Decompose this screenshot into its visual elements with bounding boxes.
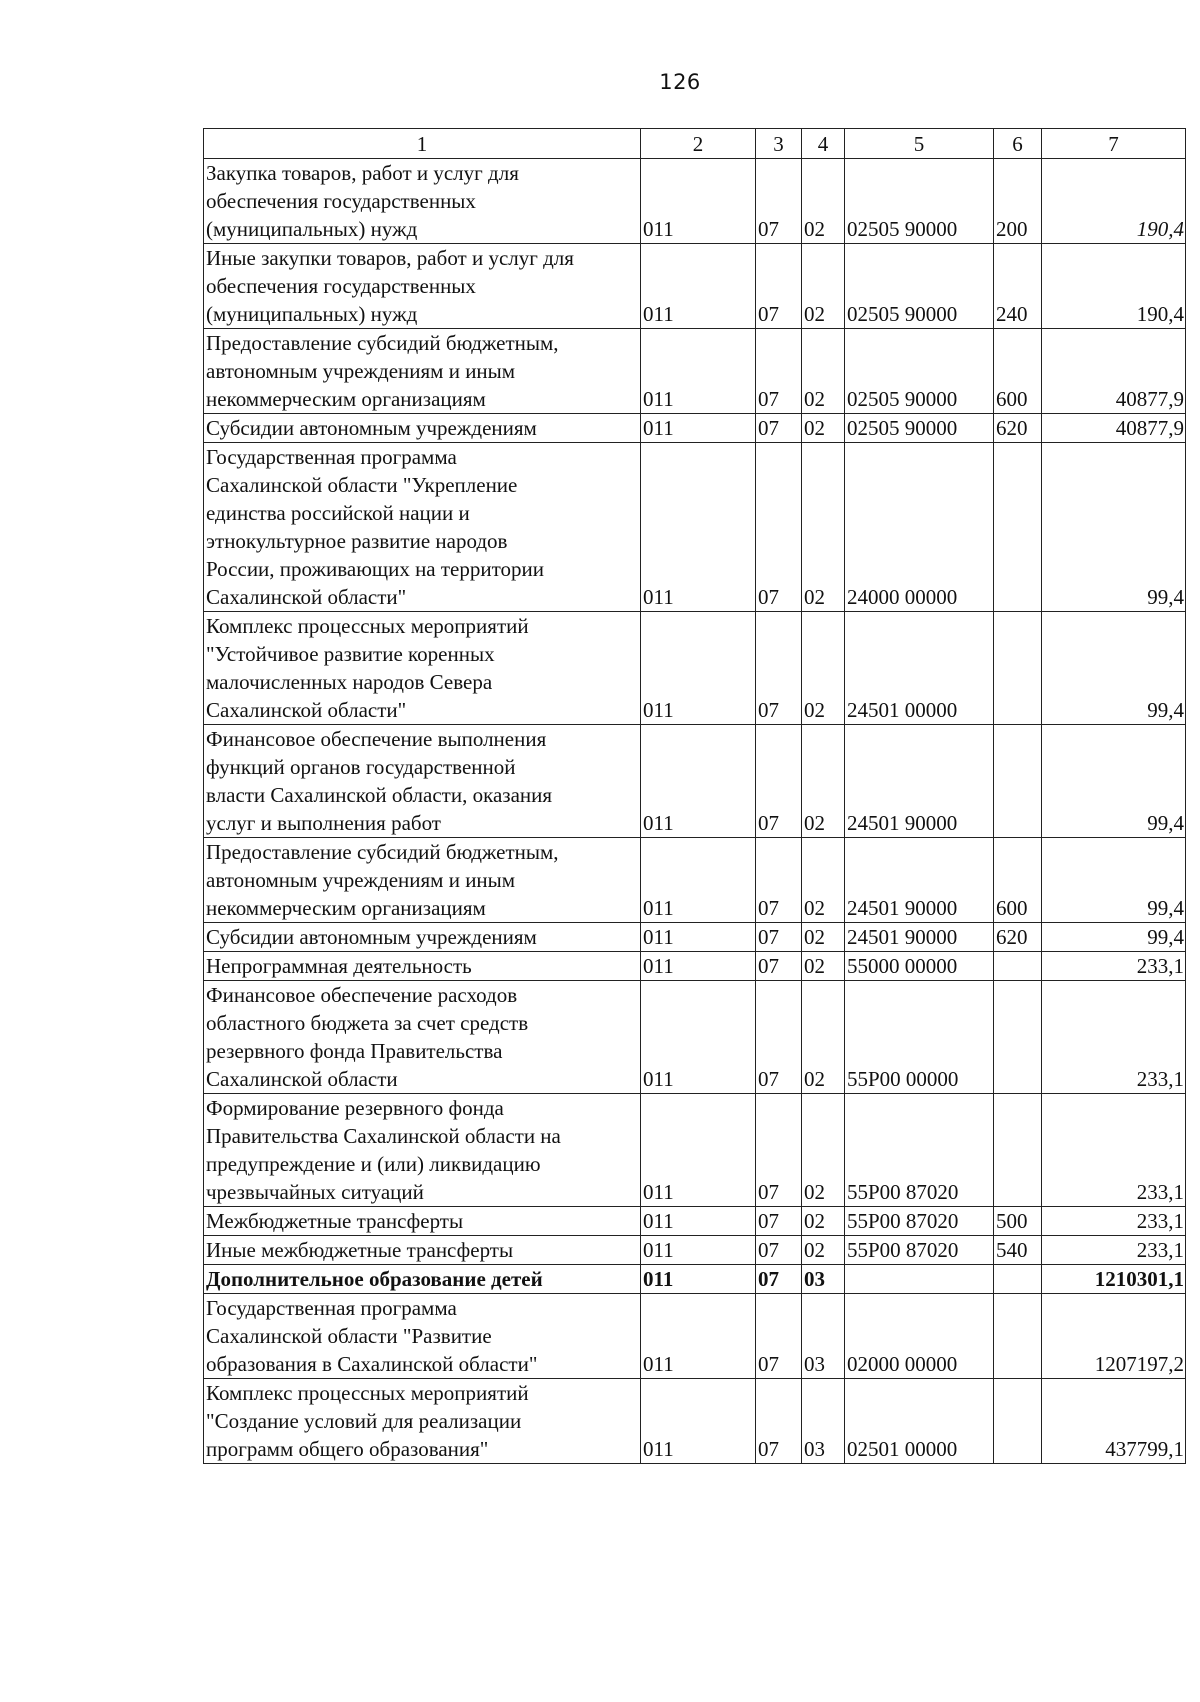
cell-subsection-code: 02 [802,612,845,725]
cell-ministry-code: 011 [641,612,756,725]
cell-section-code: 07 [756,952,802,981]
column-header-5: 5 [845,129,994,159]
cell-ministry-code: 011 [641,1294,756,1379]
cell-expense-type: 620 [994,414,1042,443]
cell-subsection-code: 02 [802,952,845,981]
cell-amount: 99,4 [1042,923,1186,952]
cell-amount: 99,4 [1042,612,1186,725]
cell-name: Иные межбюджетные трансферты [204,1236,641,1265]
cell-subsection-code: 02 [802,1207,845,1236]
cell-name: Субсидии автономным учреждениям [204,923,641,952]
cell-name: Закупка товаров, работ и услуг для обеспечения государственных (муниципальных) нужд [204,159,641,244]
cell-ministry-code: 011 [641,1094,756,1207]
cell-amount: 190,4 [1042,244,1186,329]
cell-target-article: 02505 90000 [845,329,994,414]
column-header-1: 1 [204,129,641,159]
cell-subsection-code: 02 [802,443,845,612]
cell-target-article: 02501 00000 [845,1379,994,1464]
cell-ministry-code: 011 [641,1379,756,1464]
table-row [204,443,1186,612]
cell-name: Государственная программа Сахалинской области "Укрепление единства российской нации и этнокультурное развитие народов России, проживающих на территории Сахалинской области" [204,443,641,612]
table-row [204,981,1186,1094]
cell-target-article [845,1265,994,1294]
cell-name: Дополнительное образование детей [204,1265,641,1294]
cell-amount: 233,1 [1042,1094,1186,1207]
cell-target-article: 24501 90000 [845,923,994,952]
table-row [204,952,1186,981]
table-row [204,725,1186,838]
cell-expense-type: 240 [994,244,1042,329]
cell-ministry-code: 011 [641,923,756,952]
cell-ministry-code: 011 [641,1207,756,1236]
cell-expense-type [994,612,1042,725]
cell-amount: 233,1 [1042,1236,1186,1265]
cell-expense-type [994,443,1042,612]
cell-expense-type [994,1094,1042,1207]
cell-subsection-code: 02 [802,244,845,329]
cell-name: Комплекс процессных мероприятий "Создание условий для реализации программ общего образования" [204,1379,641,1464]
table-row [204,1207,1186,1236]
cell-ministry-code: 011 [641,1265,756,1294]
cell-subsection-code: 03 [802,1265,845,1294]
table-row [204,244,1186,329]
cell-section-code: 07 [756,443,802,612]
cell-section-code: 07 [756,838,802,923]
cell-section-code: 07 [756,981,802,1094]
cell-section-code: 07 [756,1236,802,1265]
cell-ministry-code: 011 [641,414,756,443]
cell-ministry-code: 011 [641,952,756,981]
table-row [204,1265,1186,1294]
cell-name: Межбюджетные трансферты [204,1207,641,1236]
cell-name: Предоставление субсидий бюджетным, автономным учреждениям и иным некоммерческим организациям [204,838,641,923]
cell-expense-type [994,952,1042,981]
cell-subsection-code: 03 [802,1379,845,1464]
cell-name: Иные закупки товаров, работ и услуг для обеспечения государственных (муниципальных) нужд [204,244,641,329]
cell-section-code: 07 [756,1207,802,1236]
cell-amount: 1207197,2 [1042,1294,1186,1379]
cell-expense-type: 540 [994,1236,1042,1265]
cell-ministry-code: 011 [641,443,756,612]
cell-subsection-code: 02 [802,1236,845,1265]
cell-name: Государственная программа Сахалинской области "Развитие образования в Сахалинской области" [204,1294,641,1379]
cell-amount: 1210301,1 [1042,1265,1186,1294]
cell-target-article: 24501 90000 [845,838,994,923]
cell-ministry-code: 011 [641,838,756,923]
cell-amount: 437799,1 [1042,1379,1186,1464]
cell-expense-type [994,1265,1042,1294]
cell-target-article: 02505 90000 [845,414,994,443]
cell-amount: 99,4 [1042,838,1186,923]
cell-target-article: 55Р00 00000 [845,981,994,1094]
table-row [204,838,1186,923]
cell-expense-type: 620 [994,923,1042,952]
cell-section-code: 07 [756,244,802,329]
cell-subsection-code: 02 [802,159,845,244]
column-header-6: 6 [994,129,1042,159]
cell-amount: 233,1 [1042,1207,1186,1236]
cell-ministry-code: 011 [641,1236,756,1265]
table-row [204,329,1186,414]
cell-expense-type: 600 [994,329,1042,414]
cell-target-article: 02505 90000 [845,159,994,244]
cell-amount: 190,4 [1042,159,1186,244]
cell-target-article: 02000 00000 [845,1294,994,1379]
page-number: 126 [659,70,701,94]
cell-name: Финансовое обеспечение расходов областного бюджета за счет средств резервного фонда Правительства Сахалинской области [204,981,641,1094]
cell-subsection-code: 02 [802,725,845,838]
cell-amount: 40877,9 [1042,414,1186,443]
cell-section-code: 07 [756,329,802,414]
cell-name: Формирование резервного фонда Правительства Сахалинской области на предупреждение и (или) ликвидацию чрезвычайных ситуаций [204,1094,641,1207]
cell-name: Комплекс процессных мероприятий "Устойчивое развитие коренных малочисленных народов Севера Сахалинской области" [204,612,641,725]
cell-expense-type [994,981,1042,1094]
cell-subsection-code: 02 [802,414,845,443]
table-row [204,1236,1186,1265]
table-row [204,414,1186,443]
cell-ministry-code: 011 [641,329,756,414]
table-row [204,159,1186,244]
cell-expense-type: 600 [994,838,1042,923]
cell-section-code: 07 [756,159,802,244]
table-row [204,1379,1186,1464]
column-header-7: 7 [1042,129,1186,159]
column-header-4: 4 [802,129,845,159]
cell-amount: 40877,9 [1042,329,1186,414]
table-row [204,923,1186,952]
cell-target-article: 55Р00 87020 [845,1094,994,1207]
table-header-row [204,129,1186,159]
cell-section-code: 07 [756,414,802,443]
table-row [204,612,1186,725]
cell-expense-type: 200 [994,159,1042,244]
cell-expense-type [994,1379,1042,1464]
cell-expense-type [994,725,1042,838]
cell-section-code: 07 [756,1094,802,1207]
column-header-2: 2 [641,129,756,159]
cell-section-code: 07 [756,612,802,725]
cell-target-article: 55Р00 87020 [845,1207,994,1236]
cell-section-code: 07 [756,725,802,838]
cell-section-code: 07 [756,1265,802,1294]
cell-amount: 99,4 [1042,443,1186,612]
cell-section-code: 07 [756,923,802,952]
cell-expense-type [994,1294,1042,1379]
cell-section-code: 07 [756,1379,802,1464]
cell-expense-type: 500 [994,1207,1042,1236]
cell-section-code: 07 [756,1294,802,1379]
cell-subsection-code: 02 [802,923,845,952]
cell-name: Предоставление субсидий бюджетным, автономным учреждениям и иным некоммерческим организациям [204,329,641,414]
cell-target-article: 24501 00000 [845,612,994,725]
cell-amount: 233,1 [1042,952,1186,981]
cell-subsection-code: 03 [802,1294,845,1379]
cell-ministry-code: 011 [641,725,756,838]
cell-ministry-code: 011 [641,244,756,329]
table-row [204,1294,1186,1379]
cell-subsection-code: 02 [802,1094,845,1207]
cell-ministry-code: 011 [641,159,756,244]
cell-subsection-code: 02 [802,981,845,1094]
column-header-3: 3 [756,129,802,159]
cell-name: Финансовое обеспечение выполнения функций органов государственной власти Сахалинской области, оказания услуг и выполнения работ [204,725,641,838]
cell-subsection-code: 02 [802,329,845,414]
cell-ministry-code: 011 [641,981,756,1094]
cell-subsection-code: 02 [802,838,845,923]
cell-target-article: 24501 90000 [845,725,994,838]
cell-target-article: 24000 00000 [845,443,994,612]
cell-name: Непрограммная деятельность [204,952,641,981]
cell-target-article: 02505 90000 [845,244,994,329]
cell-target-article: 55000 00000 [845,952,994,981]
cell-target-article: 55Р00 87020 [845,1236,994,1265]
cell-name: Субсидии автономным учреждениям [204,414,641,443]
cell-amount: 99,4 [1042,725,1186,838]
budget-table [203,128,1186,1464]
cell-amount: 233,1 [1042,981,1186,1094]
table-row [204,1094,1186,1207]
